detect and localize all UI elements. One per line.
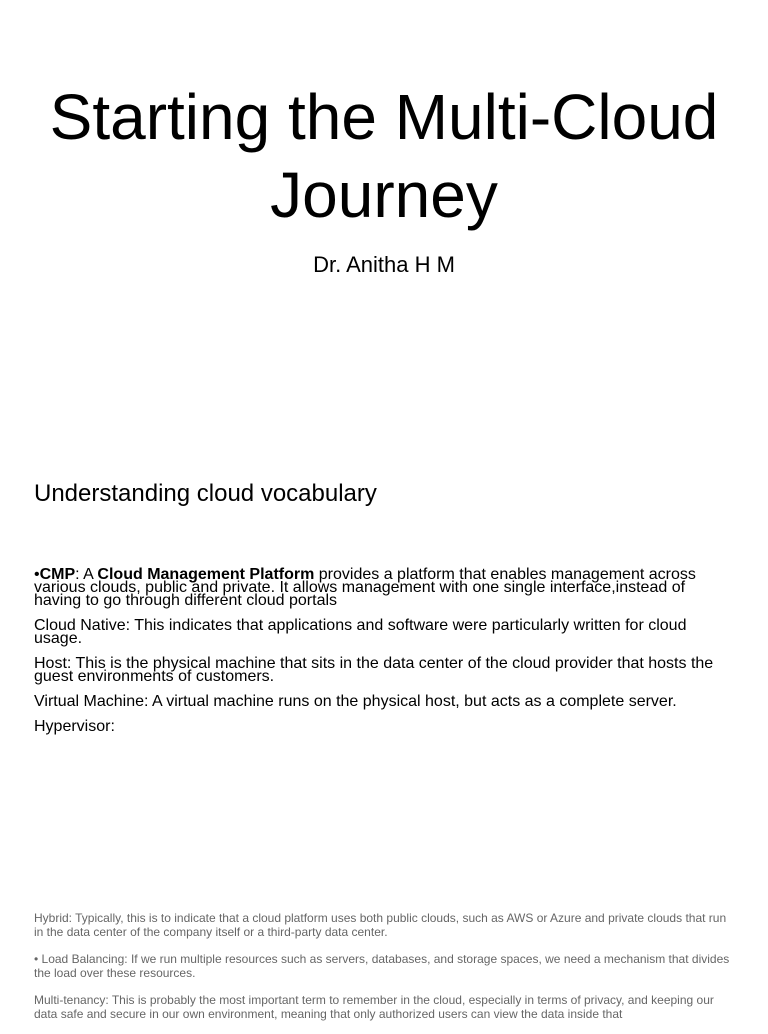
note-hybrid: Hybrid: Typically, this is to indicate that a cloud platform uses both public clouds, such as AWS or Azure and private clouds that run in the data center of the company itself or a third-party data center. xyxy=(34,911,727,939)
definition-hypervisor: Hypervisor: xyxy=(34,718,115,735)
definition-list xyxy=(34,568,734,745)
note-load-balancing: • Load Balancing: If we run multiple resources such as servers, databases, and storage spaces, we need a mechanism that divides the load over these resources. xyxy=(34,952,730,980)
definition-virtual-machine: Virtual Machine: A virtual machine runs on the physical host, but acts as a complete server. xyxy=(34,693,677,710)
cmp-text-2: provides a platform that enables management across various clouds, public and private. It allows management with one single interface,instead of having to go through different cloud portals xyxy=(34,566,696,609)
presentation-title xyxy=(0,78,768,234)
cmp-full-name: Cloud Management Platform xyxy=(97,566,315,583)
author-name: Dr. Anitha H M xyxy=(313,252,455,277)
definition-cmp xyxy=(34,568,734,607)
speaker-notes xyxy=(34,911,734,1034)
bullet-icon: • xyxy=(34,566,40,583)
title-line-1: Starting the Multi-Cloud xyxy=(49,81,719,153)
cmp-term: CMP xyxy=(39,566,76,583)
cmp-text-1: : A xyxy=(75,566,98,583)
section-heading: Understanding cloud vocabulary xyxy=(34,480,377,507)
definition-cloud-native: Cloud Native: This indicates that applications and software were particularly written for cloud usage. xyxy=(34,617,687,647)
title-line-2: Journey xyxy=(270,159,498,231)
definition-host: Host: This is the physical machine that sits in the data center of the cloud provider that hosts the guest environments of customers. xyxy=(34,655,714,685)
note-multi-tenancy: Multi-tenancy: This is probably the most important term to remember in the cloud, especially in terms of privacy, and keeping our data safe and secure in our own environment, meaning that only authorized users can view the data inside that xyxy=(34,993,714,1021)
vocabulary-slide xyxy=(0,440,768,1024)
title-slide xyxy=(0,0,768,440)
